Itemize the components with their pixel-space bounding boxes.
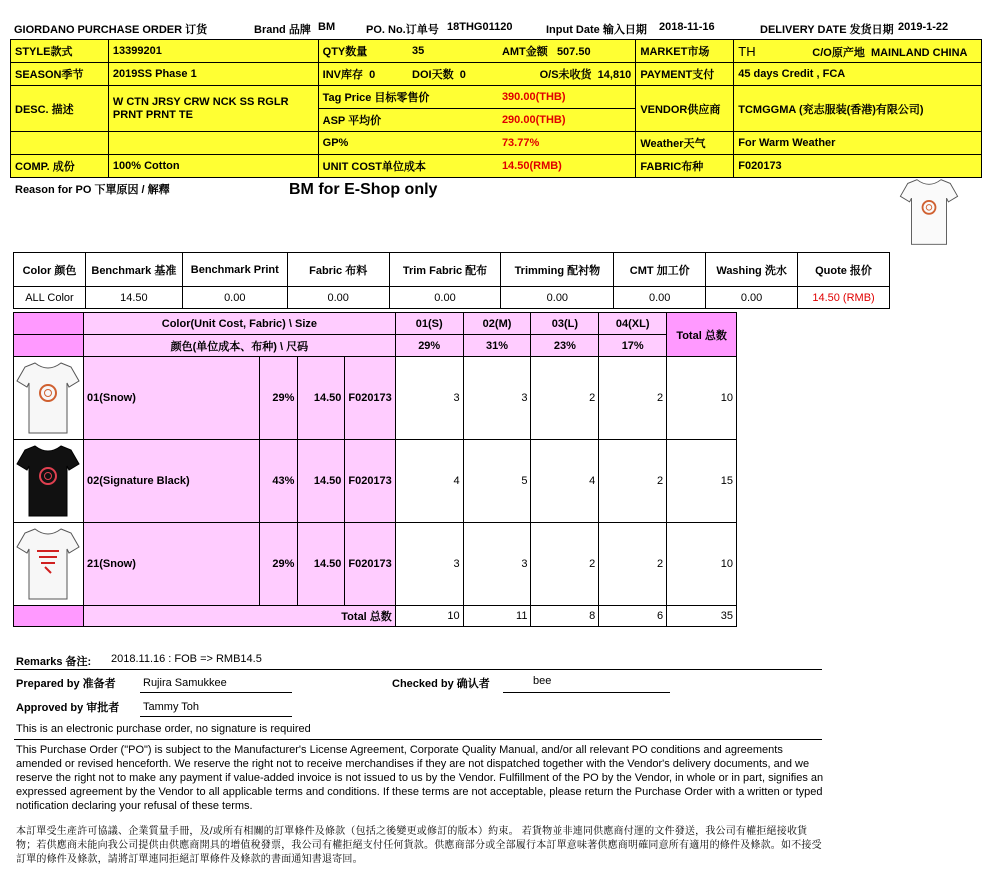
color-fabric: F020173 (345, 357, 395, 440)
bench-value-trimming: 0.00 (501, 287, 614, 309)
product-image-cell (14, 523, 84, 606)
size-pct-l: 23% (531, 335, 599, 357)
table-row (14, 357, 737, 440)
qty-cell: 5 (463, 440, 531, 523)
total-s: 10 (395, 606, 463, 627)
comp-label: COMP. 成份 (11, 155, 109, 178)
remarks-text: 2018.11.16 : FOB => RMB14.5 (111, 653, 262, 665)
color-pct: 29% (260, 523, 298, 606)
input-date-label: Input Date 输入日期 (546, 24, 647, 36)
qty-cell: 3 (395, 357, 463, 440)
size-pct-s: 29% (395, 335, 463, 357)
market-label: MARKET市场 (636, 40, 734, 63)
white-tshirt-icon (15, 359, 81, 437)
color-fabric: F020173 (345, 523, 395, 606)
bench-header-benchmark-print: Benchmark Print (182, 253, 287, 287)
reason-note: BM for E-Shop only (289, 181, 438, 198)
desc-value: W CTN JRSY CRW NCK SS RGLR PRNT PRNT TE (108, 86, 318, 132)
product-image-cell (14, 357, 84, 440)
tshirt-thumbnail-icon (892, 176, 966, 248)
style-label: STYLE款式 (11, 40, 109, 63)
bench-value-trim-fabric: 0.00 (389, 287, 501, 309)
size-quantity-table (13, 312, 737, 627)
origin-cell (812, 44, 967, 60)
size-name-l: 03(L) (531, 313, 599, 335)
divider (14, 669, 822, 670)
row-total: 10 (667, 523, 737, 606)
delivery-date-label: DELIVERY DATE 发货日期 (760, 24, 894, 36)
po-number: 18THG01120 (447, 21, 513, 33)
table-row (14, 523, 737, 606)
blank-label-cell (11, 132, 109, 155)
gp-value: 73.77% (498, 132, 636, 155)
total-l: 8 (531, 606, 599, 627)
size-name-m: 02(M) (463, 313, 531, 335)
signature-line (140, 692, 292, 693)
inv-cell (318, 63, 408, 86)
bench-header-washing: Washing 洗水 (706, 253, 798, 287)
origin-value: MAINLAND CHINA (870, 46, 968, 59)
unit-cost-value: 14.50(RMB) (498, 155, 636, 178)
bench-value-quote: 14.50 (RMB) (798, 287, 890, 309)
bench-header-color: Color 颜色 (14, 253, 86, 287)
size-pct-m: 31% (463, 335, 531, 357)
unit-cost-label: UNIT COST单位成本 (318, 155, 498, 178)
vendor-value: TCMGGMA (兖志服装(香港)有限公司) (734, 86, 982, 132)
size-header-corner-2 (14, 335, 84, 357)
total-xl: 6 (599, 606, 667, 627)
color-cost: 14.50 (298, 357, 345, 440)
market-cell (734, 40, 982, 63)
color-name: 21(Snow) (83, 523, 259, 606)
tag-price-label: Tag Price 目标零售价 (318, 86, 498, 109)
bench-header-trim-fabric: Trim Fabric 配布 (389, 253, 501, 287)
doi-cell (408, 63, 498, 86)
bench-value-benchmark-print: 0.00 (182, 287, 287, 309)
reason-label: Reason for PO 下單原因 / 解釋 (15, 184, 170, 196)
product-image-cell (14, 440, 84, 523)
amt-value: 507.50 (556, 46, 591, 58)
fabric-value: F020173 (734, 155, 982, 178)
qty-cell: 2 (599, 440, 667, 523)
brand-label: Brand 品牌 (254, 24, 311, 36)
brand-value: BM (318, 21, 336, 33)
divider (14, 739, 822, 740)
total-corner (14, 606, 84, 627)
tag-price-value: 390.00(THB) (498, 86, 636, 109)
comp-value: 100% Cotton (108, 155, 318, 178)
payment-label: PAYMENT支付 (636, 63, 734, 86)
weather-value: For Warm Weather (734, 132, 982, 155)
season-label: SEASON季节 (11, 63, 109, 86)
os-label: O/S未收货 (539, 69, 592, 81)
amt-cell (498, 40, 636, 63)
white-print-tshirt-icon (15, 525, 81, 603)
row-total: 10 (667, 357, 737, 440)
blank-value-cell (108, 132, 318, 155)
black-tshirt-icon (15, 442, 81, 520)
input-date: 2018-11-16 (659, 21, 715, 33)
bench-value-cmt: 0.00 (614, 287, 706, 309)
size-header-line2: 颜色(单位成本、布种) \ 尺码 (83, 335, 395, 357)
prepared-by-label: Prepared by 准备者 (16, 678, 116, 690)
bench-value-benchmark: 14.50 (85, 287, 182, 309)
total-m: 11 (463, 606, 531, 627)
color-fabric: F020173 (345, 440, 395, 523)
season-value: 2019SS Phase 1 (108, 63, 318, 86)
gp-label: GP% (318, 132, 498, 155)
asp-value: 290.00(THB) (498, 109, 636, 132)
origin-label: C/O原产地 (812, 46, 865, 59)
doi-value: 0 (459, 69, 466, 81)
qty-value: 35 (408, 40, 498, 63)
legal-english: This Purchase Order ("PO") is subject to the Manufacturer's License Agreement, Corporate Quality Manual, and/or all relevant PO conditions and agreements amended or revised henceforth. We reserve the right not to receive merchandises if they are not dispatched together with the Vendor's delivery documents, and we reserve the right not to make any payment if value-added invoice is not issued to us by the Vendor. Fulfillment of the PO by the Vendor, in whole or in part, signifies an expressed agreement by the Vendor to all applicable terms and conditions. If these terms are not acceptable, please return the Purchase Order with a written or typed notification declaring your refusal of these terms. (16, 744, 824, 812)
color-name: 02(Signature Black) (83, 440, 259, 523)
qty-label: QTY数量 (318, 40, 408, 63)
bench-header-benchmark: Benchmark 基准 (85, 253, 182, 287)
qty-cell: 2 (599, 357, 667, 440)
market-value: TH (738, 43, 756, 59)
desc-label: DESC. 描述 (11, 86, 109, 132)
po-info-grid (10, 39, 982, 178)
bench-value-fabric: 0.00 (287, 287, 389, 309)
qty-cell: 4 (531, 440, 599, 523)
qty-cell: 2 (599, 523, 667, 606)
row-total: 15 (667, 440, 737, 523)
size-header-line1: Color(Unit Cost, Fabric) \ Size (83, 313, 395, 335)
legal-chinese: 本訂單受生產許可協議、企業質量手冊，及/或所有相關的訂單條件及條款（包括之後變更或修訂的版本）約束。 若貨物並非連同供應商付運的文件發送，我公司有權拒絕接收貨物；若供應商未能向我公司提供由供應商開具的增值稅發票，我公司有權拒絕支付任何貨款。供應商部分或全部履行本訂單意味著供應商明確同意所有適用的條件及條款。如不接受訂單的條件及條款，請將訂單連同拒絕訂單條件及條款的書面通知書退寄回。 (16, 826, 822, 865)
color-cost: 14.50 (298, 523, 345, 606)
fabric-label: FABRIC布种 (636, 155, 734, 178)
qty-cell: 3 (463, 357, 531, 440)
bench-header-fabric: Fabric 布料 (287, 253, 389, 287)
po-number-label: PO. No.订单号 (366, 24, 439, 36)
signature-line (503, 692, 670, 693)
grand-total: 35 (667, 606, 737, 627)
vendor-label: VENDOR供应商 (636, 86, 734, 132)
payment-value: 45 days Credit , FCA (734, 63, 982, 86)
qty-cell: 3 (395, 523, 463, 606)
size-name-xl: 04(XL) (599, 313, 667, 335)
inv-value: 0 (369, 69, 376, 81)
color-pct: 43% (260, 440, 298, 523)
qty-cell: 4 (395, 440, 463, 523)
bench-header-cmt: CMT 加工价 (614, 253, 706, 287)
size-name-s: 01(S) (395, 313, 463, 335)
weather-label: Weather天气 (636, 132, 734, 155)
amt-label: AMT金额 (501, 46, 548, 58)
qty-cell: 3 (463, 523, 531, 606)
color-cost: 14.50 (298, 440, 345, 523)
table-row (14, 440, 737, 523)
doi-label: DOI天数 (412, 69, 454, 81)
delivery-date: 2019-1-22 (898, 21, 949, 33)
os-value: 14,810 (597, 69, 632, 81)
approved-by-value: Tammy Toh (143, 701, 200, 713)
bench-value-color: ALL Color (14, 287, 86, 309)
checked-by-label: Checked by 确认者 (392, 678, 490, 690)
total-label: Total 总数 (83, 606, 395, 627)
qty-cell: 2 (531, 357, 599, 440)
asp-label: ASP 平均价 (318, 109, 498, 132)
po-title: GIORDANO PURCHASE ORDER 订货 (14, 24, 208, 36)
bench-value-washing: 0.00 (706, 287, 798, 309)
remarks-label: Remarks 备注: (16, 656, 92, 668)
prepared-by-value: Rujira Samukkee (143, 677, 227, 689)
bench-header-trimming: Trimming 配衬物 (501, 253, 614, 287)
qty-cell: 2 (531, 523, 599, 606)
signature-line (140, 716, 292, 717)
os-cell (498, 63, 636, 86)
color-pct: 29% (260, 357, 298, 440)
size-header-corner (14, 313, 84, 335)
checked-by-value: bee (533, 675, 552, 687)
electronic-note: This is an electronic purchase order, no signature is required (16, 723, 311, 735)
size-total-header: Total 总数 (667, 313, 737, 357)
approved-by-label: Approved by 审批者 (16, 702, 120, 714)
color-name: 01(Snow) (83, 357, 259, 440)
inv-label: INV库存 (322, 69, 363, 81)
style-value: 13399201 (108, 40, 318, 63)
size-pct-xl: 17% (599, 335, 667, 357)
bench-header-quote: Quote 报价 (798, 253, 890, 287)
benchmark-table (13, 252, 890, 309)
